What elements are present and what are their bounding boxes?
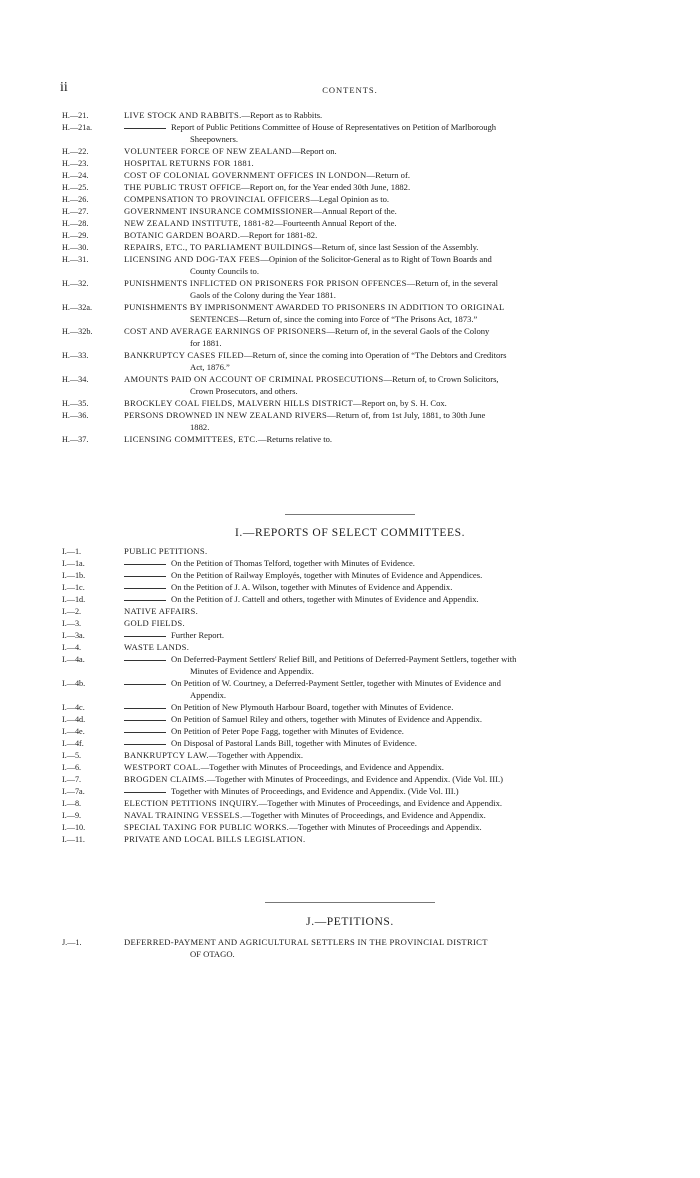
section-divider xyxy=(285,514,415,515)
ditto-dash xyxy=(124,636,166,637)
contents-entry xyxy=(62,750,650,761)
contents-entry xyxy=(62,618,650,629)
entry-code: I.—4b. xyxy=(62,679,86,688)
contents-entry xyxy=(62,594,650,605)
entry-code: I.—4a. xyxy=(62,655,85,664)
entry-description: —Report as to Rabbits. xyxy=(241,110,323,120)
contents-entry xyxy=(62,122,650,133)
ditto-dash xyxy=(124,660,166,661)
entry-description: Report of Public Petitions Committee of House of Representatives on Petition of Marlborough xyxy=(171,122,497,132)
entry-code: H.—23. xyxy=(62,159,89,168)
contents-entry xyxy=(62,762,650,773)
entry-title: BANKRUPTCY CASES FILED xyxy=(124,350,244,360)
entry-code: H.—24. xyxy=(62,171,89,180)
contents-entry xyxy=(62,146,650,157)
entry-title: LICENSING AND DOG-TAX FEES xyxy=(124,254,261,264)
entry-code: H.—34. xyxy=(62,375,89,384)
contents-entry xyxy=(62,194,650,205)
contents-entry xyxy=(62,350,650,361)
entry-description: —Return of, in the several Gaols of the Colony xyxy=(326,326,490,336)
entry-title: NEW ZEALAND INSTITUTE, 1881-82 xyxy=(124,218,275,228)
contents-entry xyxy=(62,434,650,445)
entry-code: I.—7a. xyxy=(62,787,85,796)
entry-continuation-text: 1882. xyxy=(190,422,210,432)
entry-title: BROCKLEY COAL FIELDS, MALVERN HILLS DISTRICT xyxy=(124,398,354,408)
entry-title: PUNISHMENTS BY IMPRISONMENT AWARDED TO PRISONERS IN ADDITION TO ORIGINAL xyxy=(124,302,505,312)
contents-entry xyxy=(62,206,650,217)
entry-code: H.—32a. xyxy=(62,303,93,312)
entry-title: NATIVE AFFAIRS. xyxy=(124,606,199,616)
entry-continuation-text: Appendix. xyxy=(190,690,227,700)
entry-continuation-text: SENTENCES—Return of, since the coming into Force of “The Prisons Act, 1873.” xyxy=(190,314,478,324)
section-divider xyxy=(265,902,435,903)
entry-code: H.—25. xyxy=(62,183,89,192)
entry-code: I.—1a. xyxy=(62,559,85,568)
entry-continuation-text: OF OTAGO. xyxy=(190,949,235,959)
h-entries-list xyxy=(62,110,650,446)
entry-code: I.—4f. xyxy=(62,739,84,748)
entry-continuation xyxy=(62,314,650,325)
ditto-dash xyxy=(124,576,166,577)
entry-title: PRIVATE AND LOCAL BILLS LEGISLATION. xyxy=(124,834,306,844)
entry-description: Further Report. xyxy=(171,630,224,640)
contents-entry xyxy=(62,738,650,749)
entry-title: THE PUBLIC TRUST OFFICE xyxy=(124,182,242,192)
contents-entry xyxy=(62,714,650,725)
entry-continuation xyxy=(62,362,650,373)
entry-code: H.—26. xyxy=(62,195,89,204)
entry-title: DEFERRED-PAYMENT AND AGRICULTURAL SETTLERS IN THE PROVINCIAL DISTRICT xyxy=(124,937,488,947)
entry-code: I.—4. xyxy=(62,643,82,652)
ditto-dash xyxy=(124,564,166,565)
entry-code: I.—1c. xyxy=(62,583,85,592)
entry-continuation-text: Gaols of the Colony during the Year 1881. xyxy=(190,290,336,300)
ditto-dash xyxy=(124,588,166,589)
entry-title: VOLUNTEER FORCE OF NEW ZEALAND xyxy=(124,146,292,156)
entry-description: On Petition of W. Courtney, a Deferred-Payment Settler, together with Minutes of Evidence and xyxy=(171,678,501,688)
entry-description: —Return of, to Crown Solicitors, xyxy=(383,374,499,384)
entry-code: H.—21. xyxy=(62,111,89,120)
entry-title: SPECIAL TAXING FOR PUBLIC WORKS. xyxy=(124,822,290,832)
contents-entry xyxy=(62,110,650,121)
contents-entry xyxy=(62,810,650,821)
section-j-heading: J.—PETITIONS. xyxy=(306,916,394,928)
contents-entry xyxy=(62,582,650,593)
entry-title: AMOUNTS PAID ON ACCOUNT OF CRIMINAL PROSECUTIONS xyxy=(124,374,384,384)
entry-title: WESTPORT COAL. xyxy=(124,762,201,772)
entry-title: PUBLIC PETITIONS. xyxy=(124,546,208,556)
entry-description: —Return of, in the several xyxy=(406,278,499,288)
entry-code: I.—5. xyxy=(62,751,82,760)
entry-code: H.—36. xyxy=(62,411,89,420)
entry-code: I.—2. xyxy=(62,607,82,616)
entry-title: BROGDEN CLAIMS. xyxy=(124,774,207,784)
entry-title: LIVE STOCK AND RABBITS. xyxy=(124,110,242,120)
entry-description: On the Petition of Railway Employés, together with Minutes of Evidence and Appendices. xyxy=(171,570,483,580)
ditto-dash xyxy=(124,600,166,601)
contents-entry xyxy=(62,326,650,337)
ditto-dash xyxy=(124,708,166,709)
contents-entry xyxy=(62,242,650,253)
entry-description: On Petition of New Plymouth Harbour Board, together with Minutes of Evidence. xyxy=(171,702,454,712)
j-entries-list xyxy=(62,937,650,961)
entry-code: I.—4e. xyxy=(62,727,85,736)
contents-entry xyxy=(62,606,650,617)
contents-entry xyxy=(62,302,650,313)
contents-entry xyxy=(62,570,650,581)
entry-title: NAVAL TRAINING VESSELS. xyxy=(124,810,243,820)
entry-code: H.—28. xyxy=(62,219,89,228)
entry-continuation-text: Crown Prosecutors, and others. xyxy=(190,386,298,396)
entry-title: LICENSING COMMITTEES, ETC. xyxy=(124,434,258,444)
entry-description: —Return of, since the coming into Operation of “The Debtors and Creditors xyxy=(243,350,507,360)
contents-entry xyxy=(62,630,650,641)
contents-entry xyxy=(62,170,650,181)
entry-code: H.—27. xyxy=(62,207,89,216)
entry-continuation xyxy=(62,266,650,277)
contents-entry xyxy=(62,410,650,421)
entry-continuation xyxy=(62,949,650,960)
entry-description: On Deferred-Payment Settlers' Relief Bill, and Petitions of Deferred-Payment Settlers, together with xyxy=(171,654,517,664)
contents-entry xyxy=(62,642,650,653)
ditto-dash xyxy=(124,744,166,745)
entry-description: On the Petition of Thomas Telford, together with Minutes of Evidence. xyxy=(171,558,415,568)
entry-code: H.—33. xyxy=(62,351,89,360)
entry-continuation-text: County Councils to. xyxy=(190,266,259,276)
ditto-dash xyxy=(124,792,166,793)
entry-description: On the Petition of J. A. Wilson, together with Minutes of Evidence and Appendix. xyxy=(171,582,453,592)
entry-continuation-text: Sheepowners. xyxy=(190,134,238,144)
entry-code: H.—30. xyxy=(62,243,89,252)
section-i-heading: I.—REPORTS OF SELECT COMMITTEES. xyxy=(234,527,466,539)
contents-entry xyxy=(62,834,650,845)
entry-title: WASTE LANDS. xyxy=(124,642,190,652)
entry-title: GOLD FIELDS. xyxy=(124,618,185,628)
entry-code: I.—4d. xyxy=(62,715,86,724)
entry-title: COST OF COLONIAL GOVERNMENT OFFICES IN LONDON xyxy=(124,170,367,180)
contents-entry xyxy=(62,774,650,785)
entry-title: BOTANIC GARDEN BOARD. xyxy=(124,230,241,240)
entry-title: PERSONS DROWNED IN NEW ZEALAND RIVERS xyxy=(124,410,328,420)
entry-code: I.—1. xyxy=(62,547,82,556)
entry-continuation-text: Act, 1876.” xyxy=(190,362,230,372)
entry-code: I.—3. xyxy=(62,619,82,628)
ditto-dash xyxy=(124,684,166,685)
entry-description: On Petition of Peter Pope Fagg, together with Minutes of Evidence. xyxy=(171,726,404,736)
entry-description: —Together with Appendix. xyxy=(208,750,303,760)
contents-entry xyxy=(62,230,650,241)
entry-title: BANKRUPTCY LAW. xyxy=(124,750,209,760)
entry-code: I.—3a. xyxy=(62,631,85,640)
entry-description: —Report on, for the Year ended 30th June, 1882. xyxy=(241,182,411,192)
contents-entry xyxy=(62,786,650,797)
page-number: ii xyxy=(60,80,68,95)
entry-code: I.—7. xyxy=(62,775,82,784)
entry-description: —Report on, by S. H. Cox. xyxy=(353,398,447,408)
entry-continuation xyxy=(62,690,650,701)
entry-description: —Together with Minutes of Proceedings, and Evidence and Appendix. xyxy=(242,810,486,820)
entry-code: I.—9. xyxy=(62,811,82,820)
entry-code: H.—35. xyxy=(62,399,89,408)
entry-continuation xyxy=(62,666,650,677)
contents-entry xyxy=(62,702,650,713)
entry-continuation xyxy=(62,290,650,301)
contents-entry xyxy=(62,798,650,809)
entry-code: H.—21a. xyxy=(62,123,93,132)
contents-entry xyxy=(62,254,650,265)
entry-description: —Report for 1881-82. xyxy=(240,230,318,240)
contents-entry xyxy=(62,654,650,665)
contents-entry xyxy=(62,822,650,833)
entry-description: —Fourteenth Annual Report of the. xyxy=(274,218,397,228)
entry-code: I.—10. xyxy=(62,823,86,832)
contents-entry xyxy=(62,937,650,948)
contents-entry xyxy=(62,678,650,689)
entry-title: ELECTION PETITIONS INQUIRY. xyxy=(124,798,259,808)
entry-description: —Legal Opinion as to. xyxy=(310,194,390,204)
entry-description: —Return of. xyxy=(366,170,410,180)
entry-description: —Return of, from 1st July, 1881, to 30th June xyxy=(327,410,486,420)
entry-code: I.—1b. xyxy=(62,571,86,580)
entry-description: —Together with Minutes of Proceedings, and Evidence and Appendix. xyxy=(200,762,444,772)
contents-entry xyxy=(62,558,650,569)
contents-entry xyxy=(62,278,650,289)
entry-description: —Report on. xyxy=(291,146,337,156)
contents-entry xyxy=(62,158,650,169)
entry-code: H.—22. xyxy=(62,147,89,156)
contents-entry xyxy=(62,546,650,557)
entry-description: —Opinion of the Solicitor-General as to Right of Town Boards and xyxy=(260,254,492,264)
contents-entry xyxy=(62,218,650,229)
entry-code: I.—1d. xyxy=(62,595,86,604)
contents-entry xyxy=(62,182,650,193)
ditto-dash xyxy=(124,720,166,721)
entry-description: —Together with Minutes of Proceedings and Appendix. xyxy=(289,822,482,832)
contents-entry xyxy=(62,726,650,737)
entry-title: HOSPITAL RETURNS FOR 1881. xyxy=(124,158,254,168)
entry-code: H.—31. xyxy=(62,255,89,264)
entry-title: COMPENSATION TO PROVINCIAL OFFICERS xyxy=(124,194,311,204)
running-title: CONTENTS. xyxy=(322,85,378,95)
entry-code: I.—6. xyxy=(62,763,82,772)
entry-description: —Annual Report of the. xyxy=(313,206,397,216)
entry-continuation xyxy=(62,422,650,433)
ditto-dash xyxy=(124,732,166,733)
ditto-dash xyxy=(124,128,166,129)
entry-code: I.—4c. xyxy=(62,703,85,712)
entry-code: H.—32b. xyxy=(62,327,93,336)
entry-title: REPAIRS, ETC., TO PARLIAMENT BUILDINGS xyxy=(124,242,314,252)
entry-code: H.—32. xyxy=(62,279,89,288)
entry-description: —Return of, since last Session of the Assembly. xyxy=(313,242,479,252)
entry-title: COST AND AVERAGE EARNINGS OF PRISONERS xyxy=(124,326,327,336)
entry-continuation-text: Minutes of Evidence and Appendix. xyxy=(190,666,314,676)
entry-code: I.—8. xyxy=(62,799,82,808)
contents-entry xyxy=(62,398,650,409)
contents-entry xyxy=(62,374,650,385)
entry-title: GOVERNMENT INSURANCE COMMISSIONER xyxy=(124,206,314,216)
entry-description: —Together with Minutes of Proceedings, and Evidence and Appendix. (Vide Vol. III.) xyxy=(206,774,503,784)
entry-continuation xyxy=(62,134,650,145)
entry-description: —Returns relative to. xyxy=(257,434,333,444)
entry-continuation xyxy=(62,386,650,397)
entry-description: —Together with Minutes of Proceedings, and Evidence and Appendix. xyxy=(258,798,503,808)
entry-description: On Petition of Samuel Riley and others, together with Minutes of Evidence and Appendix. xyxy=(171,714,482,724)
entry-description: On the Petition of J. Cattell and others, together with Minutes of Evidence and Appendix. xyxy=(171,594,479,604)
entry-continuation-text: for 1881. xyxy=(190,338,222,348)
i-entries-list xyxy=(62,546,650,846)
entry-code: H.—37. xyxy=(62,435,89,444)
entry-continuation xyxy=(62,338,650,349)
entry-title: PUNISHMENTS INFLICTED ON PRISONERS FOR PRISON OFFENCES xyxy=(124,278,407,288)
entry-description: Together with Minutes of Proceedings, and Evidence and Appendix. (Vide Vol. III.) xyxy=(171,786,459,796)
entry-code: H.—29. xyxy=(62,231,89,240)
entry-code: I.—11. xyxy=(62,835,85,844)
entry-code: J.—1. xyxy=(62,938,82,947)
entry-description: On Disposal of Pastoral Lands Bill, together with Minutes of Evidence. xyxy=(171,738,417,748)
